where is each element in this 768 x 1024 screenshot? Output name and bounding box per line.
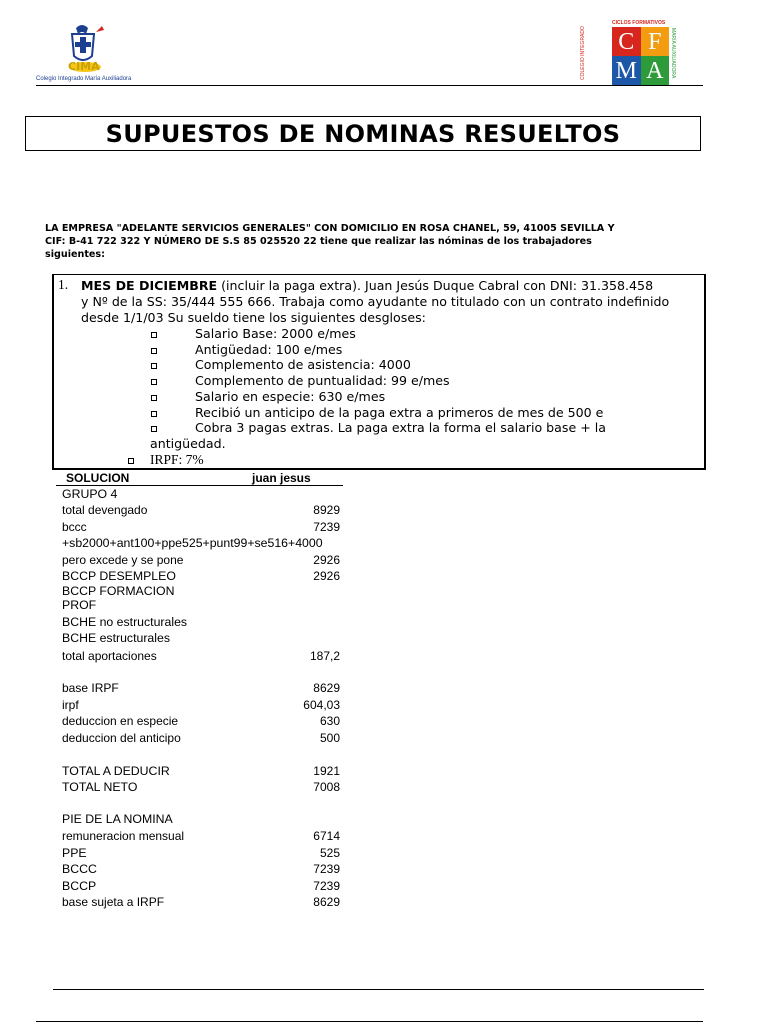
solution-row-label: remuneracion mensual — [62, 829, 185, 843]
checkbox-bullet-icon — [151, 411, 157, 417]
solution-column-name: juan jesus — [252, 471, 311, 485]
solution-row-label: PROF — [62, 598, 97, 612]
title-box — [25, 116, 701, 151]
cfma-top-text: CICLOS FORMATIVOS — [612, 20, 666, 26]
solution-row-label: total aportaciones — [62, 649, 157, 663]
intro-line: siguientes: — [45, 249, 105, 260]
solution-row-label: BCCP DESEMPLEO — [62, 569, 176, 583]
checkbox-bullet-icon — [151, 379, 157, 385]
checkbox-bullet-icon — [151, 426, 157, 432]
solution-row-label: +sb2000+ant100+ppe525+punt99+se516+4000 — [62, 536, 323, 550]
cfma-letter-a: A — [641, 56, 670, 85]
exercise-line-3: desde 1/1/03 Su sueldo tiene los siguientes desgloses: — [81, 310, 426, 325]
salary-breakdown-item: Complemento de puntualidad: 99 e/mes — [195, 373, 450, 389]
salary-breakdown-item: Cobra 3 pagas extras. La paga extra la forma el salario base + la — [195, 420, 606, 436]
solution-row-label: deduccion en especie — [62, 714, 179, 728]
footer-rule-bottom — [36, 1021, 703, 1022]
checkbox-bullet-icon — [151, 332, 157, 338]
solution-row-value: 525 — [319, 846, 340, 860]
checkbox-bullet-icon — [128, 458, 134, 464]
cfma-letter-grid — [612, 27, 669, 85]
cfma-letter-f: F — [641, 27, 670, 56]
exercise-item-continuation: antigüedad. — [150, 436, 226, 451]
intro-line: LA EMPRESA "ADELANTE SERVICIOS GENERALES" CON DOMICILIO EN ROSA CHANEL, 59, 41005 SEVILLA Y — [45, 223, 615, 234]
cfma-side-left: COLEGIO INTEGRADO — [580, 26, 586, 80]
salary-breakdown-item: Salario Base: 2000 e/mes — [195, 326, 356, 341]
cfma-side-right: MARÍA AUXILIADORA — [670, 28, 676, 79]
exercise-heading: MES DE DICIEMBRE — [81, 278, 218, 293]
exercise-item-irpf: IRPF: 7% — [150, 452, 204, 467]
solution-row-value: 630 — [319, 714, 340, 728]
cima-logo-text: CIMA — [68, 60, 100, 73]
checkbox-bullet-icon — [151, 348, 157, 354]
solution-header-rule — [56, 485, 343, 486]
checkbox-bullet-icon — [151, 363, 157, 369]
solution-row-label: TOTAL NETO — [62, 780, 138, 794]
solution-row-label: BCCP FORMACION — [62, 584, 175, 598]
solution-row-value: 7239 — [313, 520, 340, 534]
solution-row-value: 7239 — [313, 879, 340, 893]
footer-rule — [53, 989, 704, 990]
solution-row-label: irpf — [62, 698, 79, 712]
intro-paragraph — [45, 222, 685, 261]
solution-row-value: 2926 — [313, 553, 340, 567]
solution-row-label: bccc — [62, 520, 87, 534]
exercise-line-1 — [81, 278, 653, 294]
exercise-line-2: y Nº de la SS: 35/444 555 666. Trabaja como ayudante no titulado con un contrato indefinido — [81, 294, 670, 309]
solution-row-label: BCCC — [62, 862, 97, 876]
cfma-letter-c: C — [612, 27, 641, 56]
solution-row-value: 500 — [319, 731, 340, 745]
cima-logo-caption: Colegio Integrado María Auxiliadora — [36, 76, 132, 82]
solution-row-value: 8929 — [313, 503, 340, 517]
solution-heading: SOLUCION — [66, 471, 130, 485]
solution-row-label: total devengado — [62, 503, 148, 517]
solution-row-label: PIE DE LA NOMINA — [62, 812, 173, 826]
solution-row-value: 187,2 — [309, 649, 340, 663]
solution-row-value: 604,03 — [303, 698, 340, 712]
solution-row-value: 1921 — [313, 764, 340, 778]
salary-breakdown-item: Complemento de asistencia: 4000 — [195, 357, 411, 373]
salary-breakdown-item: Antigüedad: 100 e/mes — [195, 341, 343, 357]
solution-row-label: base IRPF — [62, 681, 119, 695]
solution-row-label: base sujeta a IRPF — [62, 895, 165, 909]
solution-row-value: 8629 — [313, 895, 340, 909]
checkbox-bullet-icon — [151, 395, 157, 401]
solution-row-label: BCHE estructurales — [62, 631, 170, 645]
solution-row-value: 7239 — [313, 862, 340, 876]
solution-row-value: 6714 — [313, 829, 340, 843]
cfma-letter-m: M — [612, 56, 641, 85]
header-divider — [36, 85, 703, 86]
solution-row-label: deduccion del anticipo — [62, 731, 181, 745]
cfma-logo — [580, 20, 676, 86]
solution-row-value: 8629 — [313, 681, 340, 695]
intro-line: CIF: B-41 722 322 Y NÚMERO DE S.S 85 025520 22 tiene que realizar las nóminas de los trabajadores — [45, 236, 592, 247]
solution-row-label: pero excede y se pone — [62, 553, 184, 567]
solution-row-value: 2926 — [313, 569, 340, 583]
solution-row-label: PPE — [62, 846, 87, 860]
solution-row-label: BCHE no estructurales — [62, 615, 188, 629]
solution-row-label: BCCP — [62, 879, 97, 893]
exercise-heading-rest: (incluir la paga extra). Juan Jesús Duque Cabral con DNI: 31.358.458 — [217, 278, 654, 293]
solution-row-label: TOTAL A DEDUCIR — [62, 764, 170, 778]
solution-row-value: 7008 — [313, 780, 340, 794]
salary-breakdown-item: Recibió un anticipo de la paga extra a primeros de mes de 500 e — [195, 404, 604, 420]
salary-breakdown-item: Salario en especie: 630 e/mes — [195, 388, 386, 404]
school-logo-left — [36, 20, 146, 86]
solution-row-label: GRUPO 4 — [62, 487, 118, 501]
exercise-number: 1. — [58, 277, 69, 292]
page-title: SUPUESTOS DE NOMINAS RESUELTOS — [105, 119, 621, 148]
